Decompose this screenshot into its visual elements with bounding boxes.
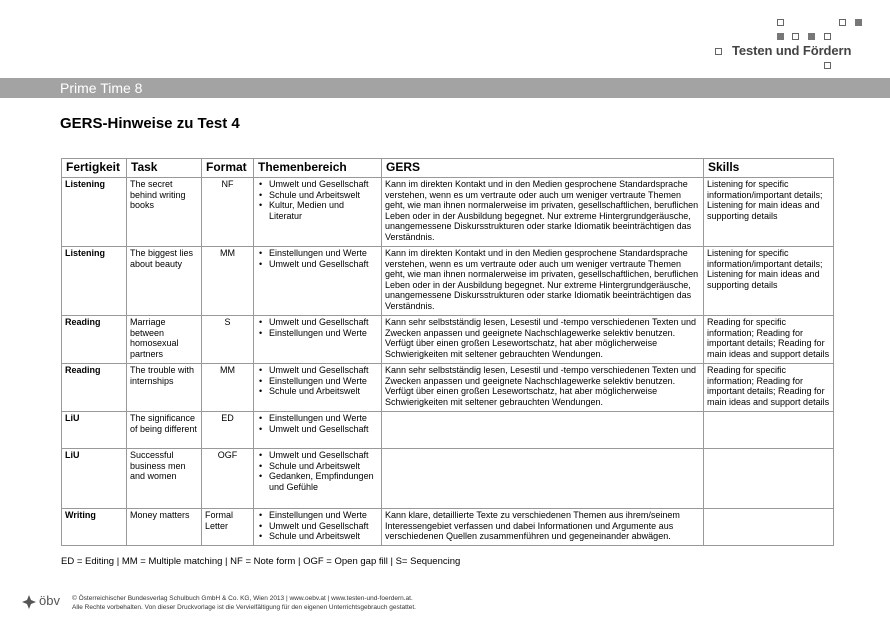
task-cell: Marriage between homosexual partners bbox=[127, 316, 202, 364]
format-cell: Formal Letter bbox=[202, 509, 254, 546]
topic-item: • Umwelt und Gesellschaft bbox=[269, 317, 378, 328]
topic-item: • Umwelt und Gesellschaft bbox=[269, 259, 378, 270]
skill-cell: Listening bbox=[62, 178, 127, 247]
skill-cell: Listening bbox=[62, 247, 127, 316]
skills-cell: Listening for specific information/important details; Listening for main ideas and supporting details bbox=[704, 178, 834, 247]
table-row bbox=[62, 509, 834, 546]
task-cell: The secret behind writing books bbox=[127, 178, 202, 247]
gers-table bbox=[61, 158, 834, 546]
format-cell: NF bbox=[202, 178, 254, 247]
gers-cell: Kann im direkten Kontakt und in den Medien gesprochene Standardsprache verstehen, wenn es um vertraute oder auch um weniger vertraute Themen geht, wie man ihnen normalerweise im privaten, gesellschaftlichen, beruflichen Leben oder in der Ausbildung begegnet. Nur extreme Hintergrundgeräusche, unangemessene Diskursstrukturen oder starke Idiomatik beeinträchtigen das Verständnis. bbox=[382, 178, 704, 247]
skills-cell bbox=[704, 412, 834, 449]
topic-item: • Umwelt und Gesellschaft bbox=[269, 179, 378, 190]
table-row bbox=[62, 412, 834, 449]
format-cell: ED bbox=[202, 412, 254, 449]
publisher-mark-icon bbox=[22, 595, 36, 609]
format-cell: OGF bbox=[202, 449, 254, 509]
task-cell: The trouble with internships bbox=[127, 364, 202, 412]
topic-item: • Umwelt und Gesellschaft bbox=[269, 521, 378, 532]
gers-cell: Kann im direkten Kontakt und in den Medien gesprochene Standardsprache verstehen, wenn es um vertraute oder auch um weniger vertraute Themen geht, wie man ihnen normalerweise im privaten, gesellschaftlichen, beruflichen Leben oder in der Ausbildung begegnet. Nur extreme Hintergrundgeräusche, unangemessene Diskursstrukturen oder starke Idiomatik beeinträchtigen das Verständnis. bbox=[382, 247, 704, 316]
topic-item: • Einstellungen und Werte bbox=[269, 413, 378, 424]
page-title: GERS-Hinweise zu Test 4 bbox=[60, 115, 240, 132]
publisher-logo bbox=[22, 593, 60, 609]
topic-cell bbox=[254, 178, 382, 247]
topic-item: • Umwelt und Gesellschaft bbox=[269, 450, 378, 461]
task-cell: Successful business men and women bbox=[127, 449, 202, 509]
footer-line-2: Alle Rechte vorbehalten. Von dieser Druckvorlage ist die Vervielfältigung für den eigenen Unterrichtsgebrauch gestattet. bbox=[72, 604, 416, 611]
topic-item: • Einstellungen und Werte bbox=[269, 328, 378, 339]
table-row bbox=[62, 247, 834, 316]
header-gers: GERS bbox=[382, 159, 704, 178]
topic-item: • Schule und Arbeitswelt bbox=[269, 461, 378, 472]
topic-item: • Umwelt und Gesellschaft bbox=[269, 365, 378, 376]
gers-cell: Kann sehr selbstständig lesen, Lesestil und -tempo verschiedenen Texten und Zwecken anpassen und geeignete Nachschlagewerke selektiv benutzen. Verfügt über einen großen Lesewortschatz, hat aber möglicherweise Schwierigkeiten mit seltener gebrauchten Wendungen. bbox=[382, 364, 704, 412]
skills-cell: Reading for specific information; Reading for important details; Reading for main ideas and support details bbox=[704, 316, 834, 364]
publisher-logo-text: öbv bbox=[39, 593, 60, 608]
topic-item: • Umwelt und Gesellschaft bbox=[269, 424, 378, 435]
topic-cell bbox=[254, 247, 382, 316]
skills-cell bbox=[704, 449, 834, 509]
abbreviation-legend: ED = Editing | MM = Multiple matching | NF = Note form | OGF = Open gap fill | S= Sequencing bbox=[61, 556, 461, 567]
task-cell: The significance of being different bbox=[127, 412, 202, 449]
topic-cell bbox=[254, 509, 382, 546]
brand-name: Testen und Fördern bbox=[732, 43, 852, 58]
topic-item: • Schule und Arbeitswelt bbox=[269, 190, 378, 201]
task-cell: The biggest lies about beauty bbox=[127, 247, 202, 316]
skill-cell: LiU bbox=[62, 412, 127, 449]
header-fertigkeit: Fertigkeit bbox=[62, 159, 127, 178]
topic-cell bbox=[254, 364, 382, 412]
header-task: Task bbox=[127, 159, 202, 178]
format-cell: MM bbox=[202, 247, 254, 316]
topic-item: • Schule und Arbeitswelt bbox=[269, 531, 378, 542]
skills-cell: Reading for specific information; Reading for important details; Reading for main ideas and support details bbox=[704, 364, 834, 412]
table-row bbox=[62, 316, 834, 364]
topic-item: • Einstellungen und Werte bbox=[269, 248, 378, 259]
skills-cell: Listening for specific information/important details; Listening for main ideas and supporting details bbox=[704, 247, 834, 316]
format-cell: MM bbox=[202, 364, 254, 412]
banner bbox=[0, 78, 890, 98]
logo-squares bbox=[0, 0, 890, 80]
skills-cell bbox=[704, 509, 834, 546]
header-themenbereich: Themenbereich bbox=[254, 159, 382, 178]
format-cell: S bbox=[202, 316, 254, 364]
gers-cell: Kann sehr selbstständig lesen, Lesestil und -tempo verschiedenen Texten und Zwecken anpassen und geeignete Nachschlagewerke selektiv benutzen. Verfügt über einen großen Lesewortschatz, hat aber möglicherweise Schwierigkeiten mit seltener gebrauchten Wendungen. bbox=[382, 316, 704, 364]
topic-cell bbox=[254, 449, 382, 509]
table-header-row bbox=[62, 159, 834, 178]
skill-cell: Reading bbox=[62, 316, 127, 364]
table-row bbox=[62, 364, 834, 412]
header-skills: Skills bbox=[704, 159, 834, 178]
banner-title: Prime Time 8 bbox=[60, 80, 143, 96]
topic-item: • Einstellungen und Werte bbox=[269, 510, 378, 521]
skill-cell: LiU bbox=[62, 449, 127, 509]
table-row bbox=[62, 449, 834, 509]
task-cell: Money matters bbox=[127, 509, 202, 546]
topic-item: • Einstellungen und Werte bbox=[269, 376, 378, 387]
topic-cell bbox=[254, 316, 382, 364]
footer-copyright bbox=[72, 594, 416, 612]
table-row bbox=[62, 178, 834, 247]
skill-cell: Writing bbox=[62, 509, 127, 546]
topic-item: • Gedanken, Empfindungen und Gefühle bbox=[269, 471, 378, 492]
gers-cell bbox=[382, 449, 704, 509]
header-format: Format bbox=[202, 159, 254, 178]
topic-cell bbox=[254, 412, 382, 449]
footer-line-1: © Österreichischer Bundesverlag Schulbuch GmbH & Co. KG, Wien 2013 | www.oebv.at | www.testen-und-foerdern.at. bbox=[72, 595, 413, 602]
skill-cell: Reading bbox=[62, 364, 127, 412]
gers-cell: Kann klare, detaillierte Texte zu verschiedenen Themen aus ihrem/seinem Interessengebiet verfassen und dabei Informationen und Argumente aus verschiedenen Quellen zusammenführen und gegeneinander abwägen. bbox=[382, 509, 704, 546]
topic-item: • Schule und Arbeitswelt bbox=[269, 386, 378, 397]
topic-item: • Kultur, Medien und Literatur bbox=[269, 200, 378, 221]
gers-cell bbox=[382, 412, 704, 449]
